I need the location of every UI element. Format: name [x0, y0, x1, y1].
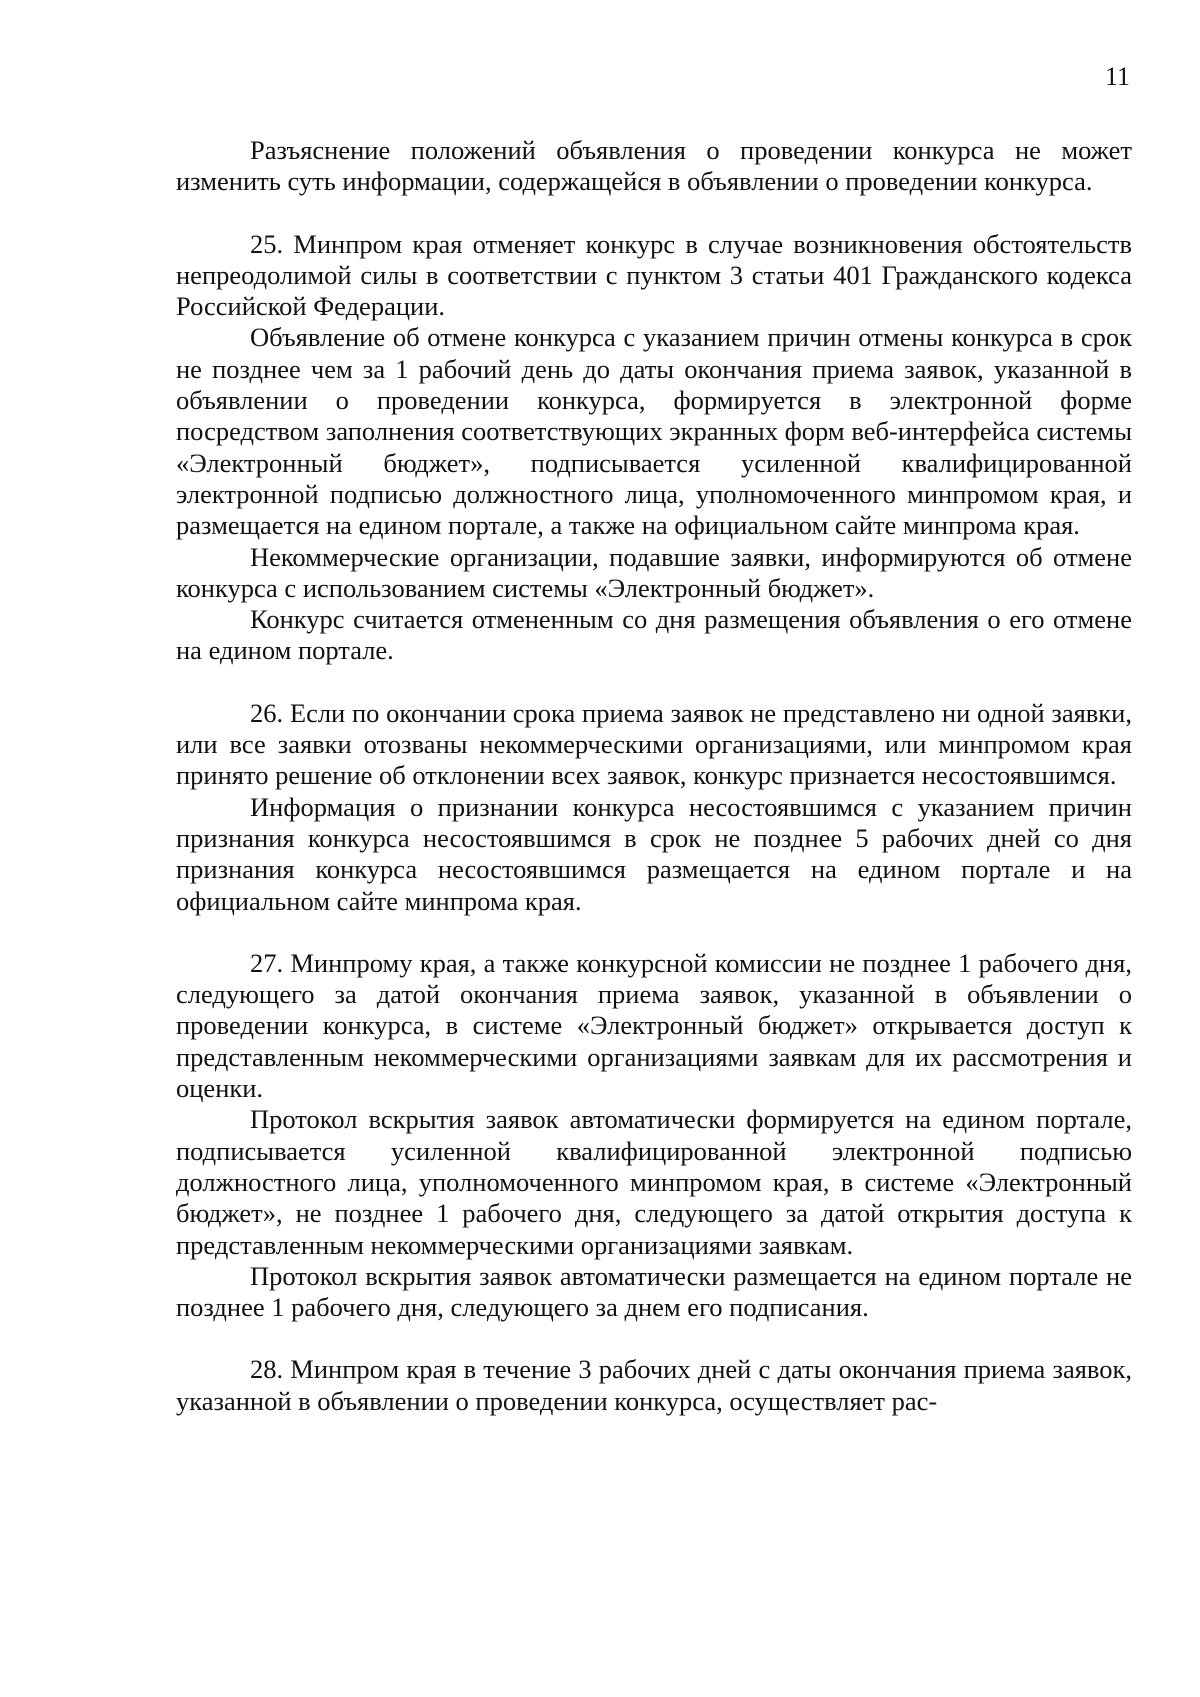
- document-body: [176, 135, 1132, 1417]
- paragraph: Конкурс считается отмененным со дня размещения объявления о его отмене на едином портале.: [176, 604, 1132, 666]
- paragraph: Информация о признании конкурса несостоявшимся с указанием причин признания конкурса несостоявшимся в срок не позднее 5 рабочих дней со дня признания конкурса несостоявшимся размещается на едином портале и на официальном сайте минпрома края.: [176, 791, 1132, 916]
- paragraph-gap: [176, 917, 1132, 948]
- paragraph: 28. Минпром края в течение 3 рабочих дней с даты окончания приема заявок, указанной в объявлении о проведении конкурса, осуществляет рас-: [176, 1354, 1132, 1416]
- paragraph: 26. Если по окончании срока приема заявок не представлено ни одной заявки, или все заявки отозваны некоммерческими организациями, или минпромом края принято решение об отклонении всех заявок, конкурс признается несостоявшимся.: [176, 697, 1132, 791]
- page-number: 11: [1104, 62, 1130, 91]
- paragraph-gap: [176, 667, 1132, 698]
- paragraph: Некоммерческие организации, подавшие заявки, информируются об отмене конкурса с использованием системы «Электронный бюджет».: [176, 541, 1132, 603]
- paragraph: Разъяснение положений объявления о проведении конкурса не может изменить суть информации, содержащейся в объявлении о проведении конкурса.: [176, 135, 1132, 197]
- paragraph: 25. Минпром края отменяет конкурс в случае возникновения обстоятельств непреодолимой силы в соответствии с пунктом 3 статьи 401 Гражданского кодекса Российской Федерации.: [176, 228, 1132, 322]
- paragraph-gap: [176, 1323, 1132, 1354]
- paragraph: 27. Минпрому края, а также конкурсной комиссии не позднее 1 рабочего дня, следующего за датой окончания приема заявок, указанной в объявлении о проведении конкурса, в системе «Электронный бюджет» открывается доступ к представленным некоммерческими организациями заявкам для их рассмотрения и оценки.: [176, 947, 1132, 1104]
- paragraph: Протокол вскрытия заявок автоматически размещается на едином портале не позднее 1 рабочего дня, следующего за днем его подписания.: [176, 1260, 1132, 1323]
- paragraph: Объявление об отмене конкурса с указанием причин отмены конкурса в срок не позднее чем за 1 рабочий день до даты окончания приема заявок, указанной в объявлении о проведении конкурса, формируется в электронной форме посредством заполнения соответствующих экранных форм веб-интерфейса системы «Электронный бюджет», подписывается усиленной квалифицированной электронной подписью должностного лица, уполномоченного минпромом края, и размещается на едином портале, а также на официальном сайте минпрома края.: [176, 322, 1132, 541]
- paragraph-gap: [176, 198, 1132, 229]
- paragraph: Протокол вскрытия заявок автоматически формируется на едином портале, подписывается усиленной квалифицированной электронной подписью должностного лица, уполномоченного минпромом края, в системе «Электронный бюджет», не позднее 1 рабочего дня, следующего за датой открытия доступа к представленным некоммерческими организациями заявкам.: [176, 1104, 1132, 1260]
